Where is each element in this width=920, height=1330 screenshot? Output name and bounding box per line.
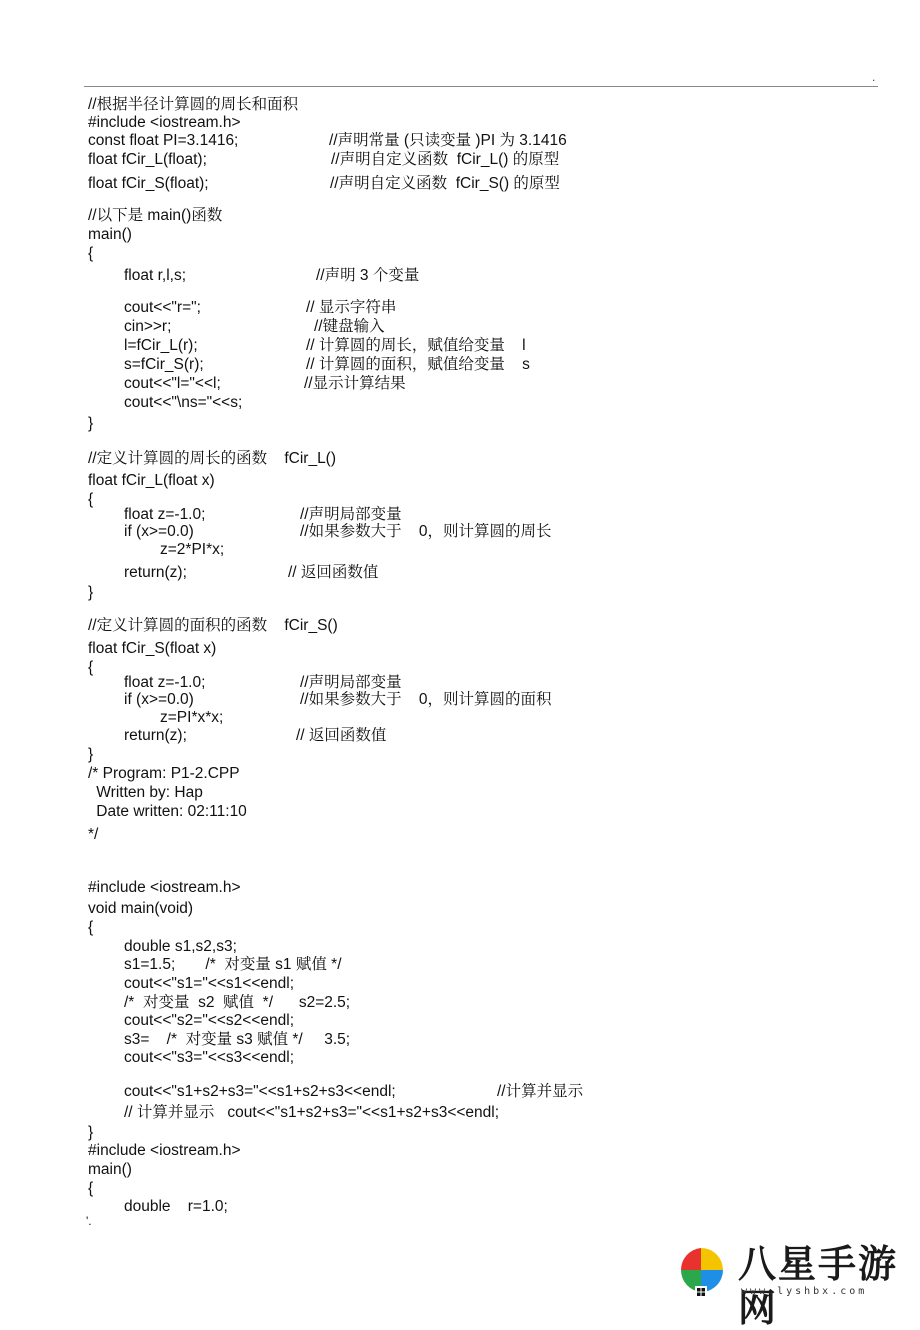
code-line: cout<<"s2="<<s2<<endl; [124, 1012, 295, 1029]
code-line: /* Program: P1-2.CPP [88, 765, 240, 782]
code-line: cout<<"s1+s2+s3="<<s1+s2+s3<<endl; [124, 1083, 396, 1100]
code-line: cout<<"l="<<l; [124, 375, 221, 392]
code-comment: //声明局部变量 [300, 674, 402, 691]
code-line: } [88, 415, 94, 432]
code-line: { [88, 659, 94, 676]
code-line: if (x>=0.0) [124, 691, 194, 708]
code-line: cout<<"s1="<<s1<<endl; [124, 975, 295, 992]
code-line: //以下是 main()函数 [88, 207, 223, 224]
footer-tick: '. [86, 1214, 92, 1228]
code-line: /* 对变量 s2 赋值 */ s2=2.5; [124, 994, 351, 1011]
code-comment: //声明局部变量 [300, 506, 402, 523]
code-line: double r=1.0; [124, 1198, 228, 1215]
code-comment: // 显示字符串 [306, 299, 397, 316]
code-line: #include <iostream.h> [88, 879, 241, 896]
code-comment: // 返回函数值 [288, 564, 379, 581]
watermark-name: 八星手游网 [738, 1242, 899, 1330]
code-line: double s1,s2,s3; [124, 938, 237, 955]
code-line: //根据半径计算圆的周长和面积 [88, 96, 299, 113]
code-line: const float PI=3.1416; [88, 132, 239, 149]
code-line: float z=-1.0; [124, 674, 206, 691]
header-rule [84, 86, 878, 87]
code-line: float r,l,s; [124, 267, 187, 284]
code-line: if (x>=0.0) [124, 523, 194, 540]
code-comment: //如果参数大于 0，则计算圆的周长 [300, 523, 552, 540]
code-line: z=PI*x*x; [160, 709, 224, 726]
code-line: z=2*PI*x; [160, 541, 225, 558]
watermark-url: www.lyshbx.com [741, 1286, 868, 1297]
code-line: float fCir_S(float); [88, 175, 209, 192]
code-line: } [88, 746, 94, 763]
code-comment: //声明自定义函数 fCir_L() 的原型 [331, 151, 560, 168]
code-line: cout<<"r="; [124, 299, 201, 316]
code-line: cout<<"\ns="<<s; [124, 394, 243, 411]
code-comment: // 计算圆的面积，赋值给变量 s [306, 356, 530, 373]
code-comment: //声明常量 (只读变量 )PI 为 3.1416 [329, 132, 567, 149]
code-line: { [88, 919, 94, 936]
code-line: } [88, 584, 94, 601]
code-line: return(z); [124, 564, 187, 581]
code-line: Written by: Hap [92, 784, 203, 801]
code-line: #include <iostream.h> [88, 114, 241, 131]
code-line: main() [88, 1161, 132, 1178]
code-line: { [88, 1180, 94, 1197]
code-line: float fCir_S(float x) [88, 640, 217, 657]
code-comment: //声明自定义函数 fCir_S() 的原型 [330, 175, 560, 192]
code-line: s1=1.5; /* 对变量 s1 赋值 */ [124, 956, 342, 973]
code-comment: // 计算圆的周长，赋值给变量 l [306, 337, 526, 354]
code-line: } [88, 1124, 94, 1141]
code-line: float z=-1.0; [124, 506, 206, 523]
code-line: s3= /* 对变量 s3 赋值 */ 3.5; [124, 1031, 351, 1048]
code-line: { [88, 245, 94, 262]
code-line: // 计算并显示 cout<<"s1+s2+s3="<<s1+s2+s3<<endl; [124, 1104, 500, 1121]
code-comment: // 返回函数值 [296, 727, 387, 744]
code-line: //定义计算圆的周长的函数 fCir_L() [88, 450, 337, 467]
code-line: float fCir_L(float x) [88, 472, 215, 489]
code-line: s=fCir_S(r); [124, 356, 204, 373]
code-line: return(z); [124, 727, 187, 744]
code-line: */ [88, 826, 99, 843]
code-line: #include <iostream.h> [88, 1142, 241, 1159]
code-line: float fCir_L(float); [88, 151, 207, 168]
code-line: l=fCir_L(r); [124, 337, 198, 354]
header-dot: . [872, 70, 876, 84]
code-line: cin>>r; [124, 318, 172, 335]
code-line: { [88, 491, 94, 508]
code-comment: //如果参数大于 0，则计算圆的面积 [300, 691, 552, 708]
code-line: cout<<"s3="<<s3<<endl; [124, 1049, 295, 1066]
code-comment: //声明 3 个变量 [316, 267, 420, 284]
code-comment: //键盘输入 [314, 318, 385, 335]
code-line: //定义计算圆的面积的函数 fCir_S() [88, 617, 338, 634]
code-line: void main(void) [88, 900, 194, 917]
code-comment: //计算并显示 [497, 1083, 584, 1100]
code-line: Date written: 02:11:10 [92, 803, 247, 820]
code-line: main() [88, 226, 132, 243]
code-comment: //显示计算结果 [304, 375, 406, 392]
